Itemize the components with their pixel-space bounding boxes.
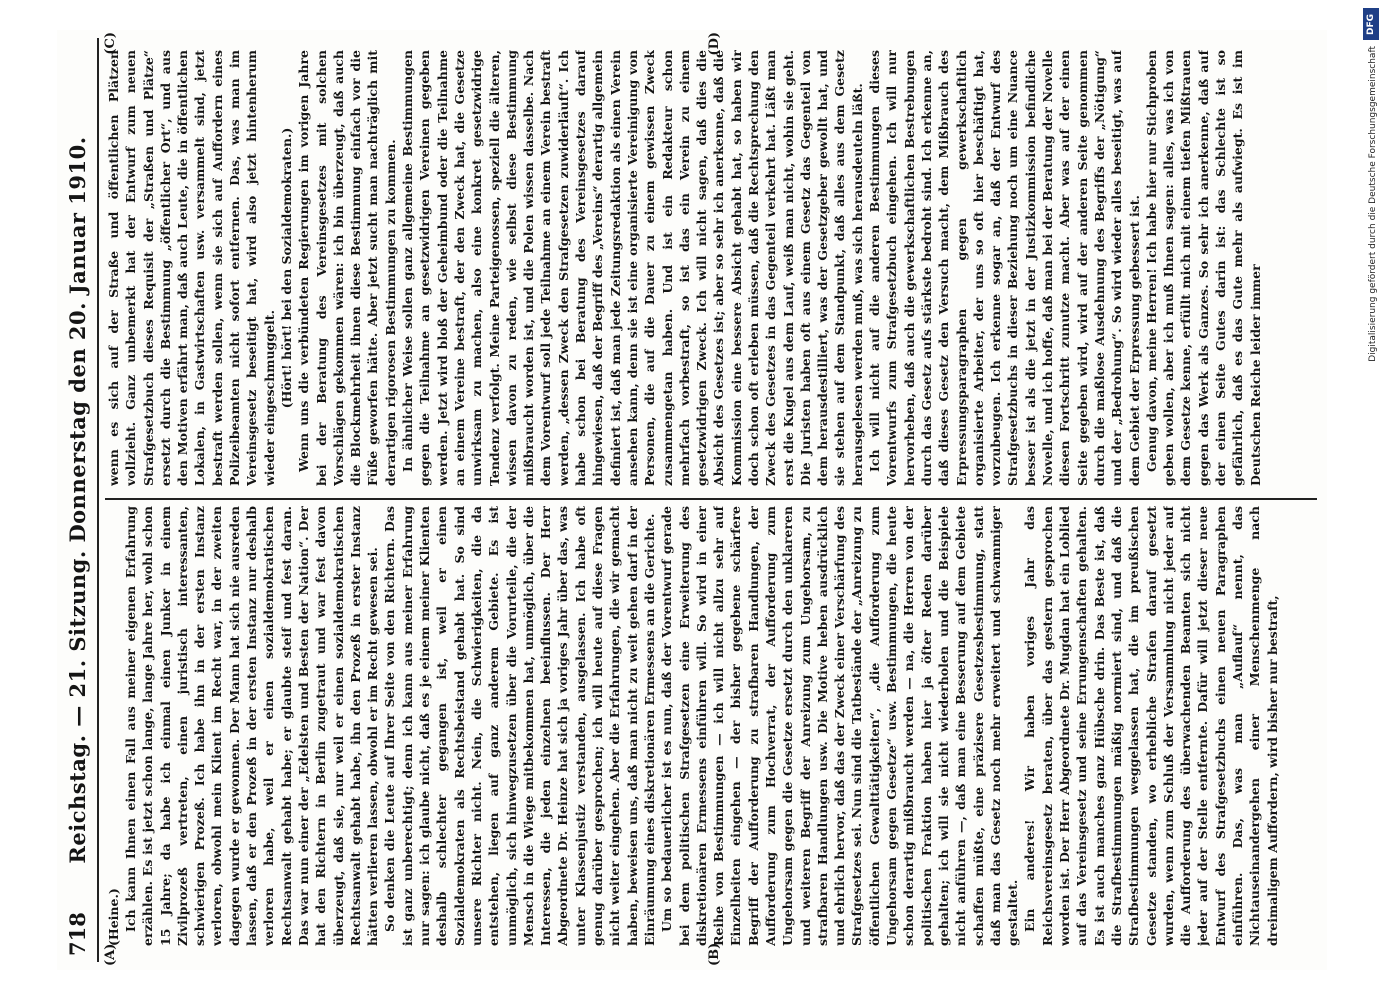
- dfg-logo: DFG: [1363, 8, 1379, 40]
- left-paragraph: So denken die Leute auf Ihrer Seite von den Richtern. Das ist ganz unberechtigt; denn ich kann aus meiner Erfahrung nur sagen: ich glaube nicht, daß es je einem meiner Klienten deshalb schlechter gegangen ist, weil er einen Sozialdemokraten als Rechtsbeistand gehabt hat. So sind unsere Richter nicht. Nein, die Schwierigkeiten, die da entstehen, liegen auf ganz anderem Gebiete. Es ist unmöglich, sich hinwegzusetzen über die Vorurteile, die der Mensch in die Wiege mitbekommen hat, unmöglich, über die Interessen, die jeden einzelnen beeinflussen. Der Herr Abgeordnete Dr. Heinze hat sich ja voriges Jahr über das, was unter Klassenjustiz verstanden, ausgelassen. Ich habe oft genug darüber gesprochen; ich will heute auf diese Fragen nicht weiter eingehen. Aber die Erfahrungen, die wir gemacht haben, beweisen uns, daß man nicht zu weit gehen darf in der Einräumung eines diskretionären Ermessens an die Gerichte.: [381, 506, 657, 946]
- speaker-label: (Heine.): [105, 888, 121, 946]
- margin-marker-a: (A): [102, 943, 118, 966]
- left-paragraph: Ein anderes! Wir haben voriges Jahr das Reichsvereinsgesetz beraten, über das gestern gesprochen worden ist. Der Herr Abgeordnete Dr. Mugdan hat ein Loblied auf das Vereinsgesetz und seine Errungenschaften gehalten. Es ist auch manches ganz Hübsche drin. Das Beste ist, daß die Strafbestimmungen mäßig normiert sind, und daß die Strafbestimmungen weggelassen hat, die im preußischen Gesetze standen, wo erhebliche Strafen darauf gesetzt wurden, wenn zum Schluß der Versammlung nicht jeder auf die Aufforderung des überwachenden Beamten sich nicht jeder auf der Stelle entfernte. Dafür will jetzt dieser neue Entwurf des Strafgesetzbuchs einen neuen Paragraphen einführen. Das, was man „Auflauf“ nennt, das Nichtauseinandergehen einer Menschenmenge nach dreimaligem Auffordern, wird bisher nur bestraft,: [1021, 506, 1280, 946]
- left-paragraph: Um so bedauerlicher ist es nun, daß der Vorentwurf gerade bei dem politischen Strafgesetzen eine Erweiterung des diskretionären Ermessens einführen will. So wird in einer Reihe von Bestimmungen — ich will nicht allzu sehr auf Einzelheiten eingehen — der bisher gegebene schärfere Begriff der Aufforderung zu strafbaren Handlungen, der Aufforderung zum Hochverrat, der Aufforderung zum Ungehorsam gegen die Gesetze ersetzt durch den unklareren und weiteren Begriff der Anreizung zum Ungehorsam, zu strafbaren Handlungen usw. Die Motive heben ausdrücklich und ehrlich hervor, daß das der Zweck einer Verschärfung des Strafgesetzes sei. Nun sind die Tatbestände der „Anreizung zu öffentlichen Gewalttätigkeiten“, „die Aufforderung zum Ungehorsam gegen Gesetze“ usw. Bestimmungen, die heute schon derartig mißbraucht werden — na, die Herren von der politischen Fraktion haben hier ja öfter Reden darüber gehalten; ich will sie nicht wiederholen und die Beispiele nicht anführen —, daß man eine Besserung auf dem Gebiete schaffen müßte, eine präzisere Gesetzesbestimmung, statt daß man das Gesetz noch mehr erweitert und schwammiger gestaltet.: [658, 506, 1020, 946]
- right-column: [105, 50, 1317, 486]
- page-header: [57, 30, 103, 970]
- margin-marker-c: (C): [102, 32, 118, 55]
- right-paragraph: Genug davon, meine Herren! Ich habe hier nur Stichproben geben wollen, aber ich muß Ihnen sagen: alles, was ich von dem Gesetze kenne, erfüllt mich mit einem tiefen Mißtrauen gegen das Werk als Ganzes. So sehr ich anerkenne, daß auf der einen Seite Gutes darin ist: das Schlechte ist so gefährlich, daß es das Gute mehr als aufwiegt. Es ist im Deutschen Reiche leider immer: [1143, 50, 1263, 486]
- digitization-note: Digitalisierung gefördert durch die Deutsche Forschungsgemeinschaft: [1368, 46, 1378, 362]
- margin-marker-b: (B): [706, 942, 722, 966]
- header-rule: [97, 38, 99, 962]
- right-paragraph: Wenn uns die verbündeten Regierungen im vorigen Jahre bei der Beratung des Vereinsgesetzes mit solchen Vorschlägen gekommen wären: ich bin überzeugt, daß auch die Blockmehrheit ihnen diese Bestimmung einfach vor die Füße geworfen hätte. Aber jetzt sucht man nachträglich mit derartigen rigorosen Bestimmungen zu kommen.: [295, 50, 398, 486]
- right-paragraph: wenn es sich auf der Straße und öffentlichen Plätzen vollzieht. Ganz unbemerkt hat der Entwurf zum neuen Strafgesetzbuch dieses Requisit der „Straßen und Plätze“ ersetzt durch die Bestimmung „öffentlicher Ort“, und aus den Motiven erfährt man, daß auch Leute, die in öffentlichen Lokalen, in Gastwirtschaften usw. versammelt sind, jetzt bestraft werden sollen, wenn sie sich auf Auffordern eines Polizeibeamten nicht sofort entfernen. Das, was man im Vereinsgesetz beseitigt hat, wird also jetzt hintenherum wieder eingeschmuggelt.: [105, 50, 277, 486]
- column-divider: [105, 498, 1317, 500]
- dfg-sidebar: [1359, 0, 1381, 1000]
- page-number: 718: [64, 912, 90, 956]
- margin-marker-d: (D): [706, 32, 722, 56]
- left-column: [105, 506, 1317, 946]
- interjection: (Hört! hört! bei den Sozialdemokraten.): [278, 127, 294, 409]
- right-paragraph: In ähnlicher Weise sollen ganz allgemeine Bestimmungen gegen die Teilnahme an gesetzwidrigen Vereinen gegeben werden. Jetzt wird bloß der Geheimbund oder die Teilnahme an einem Vereine bestraft, der den Zweck hat, die Gesetze unwirksam zu machen, also eine konkret gesetzwidrige Tendenz verfolgt. Meine Parteigenossen, speziell die älteren, wissen davon zu reden, wie selbst diese Bestimmung mißbraucht worden ist, und die Polen wissen dasselbe. Nach dem Vorentwurf soll jede Teilnahme an einem Verein bestraft werden, „dessen Zweck den Strafgesetzen zuwiderläuft“. Ich habe schon bei Beratung des Vereinsgesetzes darauf hingewiesen, daß der Begriff des „Vereins“ derartig allgemein definiert ist, daß man jede Zeitungsredaktion als einen Verein ansehen kann, denn sie ist eine organisierte Vereinigung von Personen, die auf die Dauer zu einem gewissen Zweck zusammengetan haben. Und ist ein Redakteur schon mehrfach vorbestraft, so ist das ein Verein zu einem gesetzwidrigen Zweck. Ich will nicht sagen, daß dies die Absicht des Gesetzes ist; aber so sehr ich anerkenne, daß die Kommission eine bessere Absicht gehabt hat, so haben wir doch schon oft erleben müssen, daß die Rechtsprechung den Zweck des Gesetzes in das Gegenteil verkehrt hat. Läßt man erst die Kugel aus dem Lauf, weiß man nicht, wohin sie geht. Die Juristen haben oft aus einem Gesetz das Gegenteil von dem herausdestilliert, was der Gesetzgeber gewollt hat, und sie stehen auf dem Standpunkt, daß alles aus dem Gesetz herausgelesen werden muß, was sich herausdeuteln läßt.: [399, 50, 865, 486]
- left-paragraph: Ich kann Ihnen einen Fall aus meiner eigenen Erfahrung erzählen. Es ist jetzt schon lange, lange Jahre her, wohl schon 15 Jahre; da habe ich einmal einen Junker in einem Zivilprozeß vertreten, einen juristisch interessanten, schwierigen Prozeß. Ich habe ihn in der ersten Instanz verloren, obwohl mein Klient im Recht war, in der zweiten dagegen wurde er gewonnen. Der Mann hat sich nie ausreden lassen, daß er den Prozeß in der ersten Instanz nur deshalb verloren habe, weil er einen sozialdemokratischen Rechtsanwalt gehabt habe; er glaubte steif und fest daran. Das war nun einer der „Edelsten und Besten der Nation“. Der hat den Richtern in Berlin zugetraut und war fest davon überzeugt, daß sie, nur weil er einen sozialdemokratischen Rechtsanwalt gehabt habe, ihn den Prozeß in erster Instanz hätten verlieren lassen, obwohl er im Recht gewesen sei.: [122, 506, 380, 946]
- page-title: Reichstag. — 21. Sitzung. Donnerstag den 20. Januar 1910.: [64, 136, 90, 864]
- newspaper-page: [57, 30, 1327, 970]
- right-paragraph: Ich will nicht auf die anderen Bestimmungen dieses Vorentwurfs zum Strafgesetzbuch eingehen. Ich will nur hervorheben, daß auch die gewerkschaftlichen Bestrebungen durch das Gesetz aufs stärkste bedroht sind. Ich erkenne an, daß dieses Gesetz den Versuch macht, dem Mißbrauch des Erpressungsparagraphen gegen gewerkschaftlich organisierte Arbeiter, der uns so oft hier beschäftigt hat, vorzubeugen. Ich erkenne sogar an, daß der Entwurf des Strafgesetzbuchs in dieser Beziehung noch um eine Nuance besser ist als die jetzt in der Justizkommission befindliche Novelle, und ich hoffe, daß man bei der Beratung der Novelle diesen Fortschritt zunutze macht. Aber was auf der einen Seite gegeben wird, wird auf der anderen Seite genommen durch die maßlose Ausdehnung des Begriffs der „Nötigung“ und der „Bedrohung“. So wird wieder alles beseitigt, was auf dem Gebiet der Erpressung gebessert ist.: [866, 50, 1142, 486]
